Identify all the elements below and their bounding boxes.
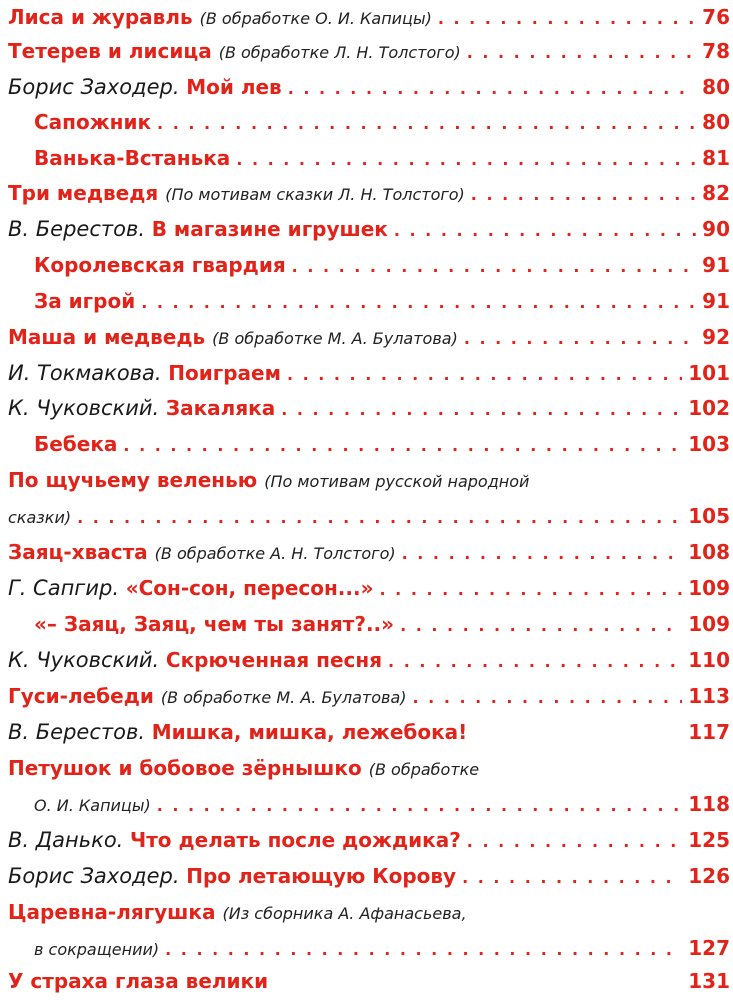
dot-leader — [380, 575, 683, 605]
toc-entry[interactable] — [8, 72, 730, 102]
dot-leader — [236, 145, 696, 175]
dot-leader — [394, 216, 696, 246]
page-number: 109 — [688, 612, 730, 636]
entry-title: Мишка, мишка, лежебока! — [151, 720, 468, 744]
entry-title: Тетерев и лисица — [8, 39, 212, 63]
entry-title: «– Заяц, Заяц, чем ты занят?..» — [34, 612, 395, 636]
entry-title: Гуси-лебеди — [8, 684, 154, 708]
entry-title: В магазине игрушек — [151, 217, 388, 241]
dot-leader — [292, 252, 696, 282]
entry-title: Про летающую Корову — [186, 864, 457, 888]
toc-entry[interactable] — [8, 322, 730, 352]
entry-author: К. Чуковский. — [8, 648, 160, 672]
toc-entry[interactable] — [34, 429, 730, 459]
entry-note: (По мотивам русской народной — [264, 472, 530, 491]
entry-author: В. Берестов. — [8, 217, 146, 241]
entry-note: (В обработке М. А. Булатова) — [160, 688, 407, 707]
dot-leader — [467, 38, 696, 68]
toc-entry[interactable] — [8, 2, 730, 32]
page-number: 76 — [702, 5, 730, 29]
toc-entry[interactable] — [34, 107, 730, 137]
page-number: 108 — [688, 540, 730, 564]
toc-entry-continuation — [8, 501, 730, 531]
toc-entry[interactable] — [8, 358, 730, 388]
entry-title: У страха глаза велики — [8, 969, 269, 993]
entry-note-continuation: сказки) — [8, 508, 72, 527]
toc-entry-continuation — [34, 933, 730, 963]
dot-leader — [157, 109, 696, 139]
page-number: 105 — [688, 504, 730, 528]
toc-entry[interactable] — [8, 681, 730, 711]
table-of-contents — [8, 0, 730, 1000]
entry-note: (В обработке М. А. Булатова) — [212, 329, 458, 348]
page-number: 80 — [702, 75, 730, 99]
page-number: 125 — [688, 828, 730, 852]
dot-leader — [462, 863, 682, 893]
dot-leader — [287, 360, 682, 390]
dot-leader — [123, 431, 682, 461]
page-number: 113 — [688, 684, 730, 708]
entry-note: (В обработке А. Н. Толстого) — [154, 544, 396, 563]
entry-title: Поиграем — [168, 361, 281, 385]
toc-entry[interactable] — [8, 825, 730, 855]
toc-entry[interactable] — [8, 645, 730, 675]
entry-note: (В обработке Л. Н. Толстого) — [218, 43, 461, 62]
toc-entry[interactable] — [8, 393, 730, 423]
dot-leader — [413, 683, 683, 713]
toc-entry-continuation — [34, 789, 730, 819]
entry-title: Лиса и журавль — [8, 5, 193, 29]
entry-title: Что делать после дождика? — [130, 828, 461, 852]
entry-note: (В обработке — [368, 760, 480, 779]
entry-title: Три медведя — [8, 181, 159, 205]
toc-entry[interactable] — [8, 573, 730, 603]
page-number: 131 — [688, 969, 730, 993]
dot-leader — [165, 935, 682, 965]
entry-note-continuation: в сокращении) — [34, 940, 160, 959]
page-number: 118 — [688, 792, 730, 816]
page-number: 103 — [688, 432, 730, 456]
entry-title: Заяц-хваста — [8, 540, 148, 564]
entry-title: По щучьему веленью — [8, 468, 258, 492]
dot-leader — [471, 180, 696, 210]
entry-note-continuation: О. И. Капицы) — [34, 796, 151, 815]
toc-entry[interactable] — [8, 861, 730, 891]
page-number: 92 — [702, 325, 730, 349]
entry-title: Сапожник — [34, 110, 152, 134]
dot-leader — [400, 611, 682, 641]
toc-entry[interactable] — [34, 250, 730, 280]
page-number: 91 — [702, 253, 730, 277]
toc-entry[interactable] — [8, 897, 730, 927]
entry-title: За игрой — [34, 289, 136, 313]
toc-entry[interactable] — [8, 753, 730, 783]
page-number: 78 — [702, 39, 730, 63]
entry-title: Петушок и бобовое зёрнышко — [8, 756, 362, 780]
page-number: 90 — [702, 217, 730, 241]
toc-entry[interactable] — [8, 465, 730, 495]
entry-title: Мой лев — [186, 75, 282, 99]
entry-note: (Из сборника А. Афанасьева, — [222, 904, 467, 923]
toc-entry[interactable] — [34, 286, 730, 316]
page-number: 82 — [702, 181, 730, 205]
entry-author: В. Данько. — [8, 828, 124, 852]
toc-entry[interactable] — [8, 537, 730, 567]
entry-title: Закаляка — [165, 396, 276, 420]
toc-entry[interactable] — [8, 178, 730, 208]
page-number: 102 — [688, 396, 730, 420]
page-number: 91 — [702, 289, 730, 313]
page-number: 101 — [688, 361, 730, 385]
entry-title: Ванька-Встанька — [34, 146, 231, 170]
entry-title: Скрюченная песня — [165, 648, 383, 672]
page-number: 80 — [702, 110, 730, 134]
entry-note: (По мотивам сказки Л. Н. Толстого) — [165, 185, 465, 204]
entry-author: Г. Сапгир. — [8, 576, 119, 600]
toc-entry[interactable] — [8, 966, 730, 996]
dot-leader — [141, 288, 696, 318]
toc-entry[interactable] — [8, 214, 730, 244]
dot-leader — [281, 395, 682, 425]
entry-title: Царевна-лягушка — [8, 900, 216, 924]
entry-title: Королевская гвардия — [34, 253, 286, 277]
entry-title: Маша и медведь — [8, 325, 206, 349]
page-number: 117 — [688, 720, 730, 744]
dot-leader — [388, 647, 682, 677]
page-number: 81 — [702, 146, 730, 170]
toc-entry[interactable] — [34, 143, 730, 173]
entry-title: «Сон-сон, пересон...» — [125, 576, 374, 600]
page-number: 127 — [688, 936, 730, 960]
page-number: 110 — [688, 648, 730, 672]
entry-author: Борис Заходер. — [8, 864, 180, 888]
entry-title: Бебека — [34, 432, 118, 456]
toc-entry[interactable] — [8, 36, 730, 66]
dot-leader — [438, 4, 696, 34]
dot-leader — [288, 74, 696, 104]
dot-leader — [77, 503, 682, 533]
dot-leader — [157, 791, 683, 821]
page-number: 109 — [688, 576, 730, 600]
entry-author: И. Токмакова. — [8, 361, 162, 385]
entry-author: Борис Заходер. — [8, 75, 180, 99]
dot-leader — [464, 324, 696, 354]
page-number: 126 — [688, 864, 730, 888]
dot-leader — [467, 827, 682, 857]
dot-leader — [402, 539, 683, 569]
toc-entry[interactable] — [8, 717, 730, 747]
entry-author: К. Чуковский. — [8, 396, 160, 420]
entry-note: (В обработке О. И. Капицы) — [199, 9, 432, 28]
entry-author: В. Берестов. — [8, 720, 146, 744]
toc-entry[interactable] — [34, 609, 730, 639]
